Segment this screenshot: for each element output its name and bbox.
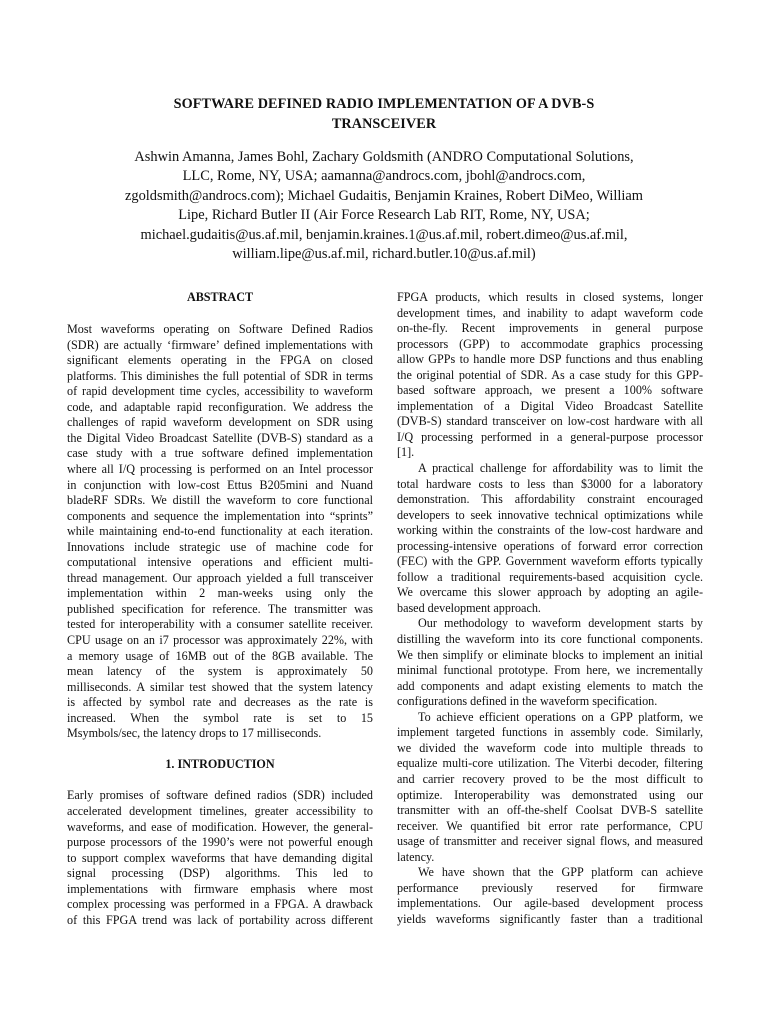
paragraph-line: implement targeted functions in assembly code. Similarly,: [397, 725, 703, 740]
paragraph-line: processing-intensive operations of forward error correction: [397, 538, 703, 553]
abstract-line: of rapid development time cycles, accessibility to waveform: [67, 384, 373, 399]
abstract-line: mean latency of the system is approximately 50: [67, 664, 373, 679]
paragraph-line: (DVB-S) standard transceiver on low-cost hardware with all: [397, 414, 703, 429]
abstract-line: milliseconds. A similar test showed that the system latency: [67, 679, 373, 694]
author-line: Lipe, Richard Butler II (Air Force Research Lab RIT, Rome, NY, USA;: [178, 207, 590, 224]
abstract-body: [67, 322, 373, 742]
intro-line: accelerated development timelines, greater accessibility to: [67, 804, 373, 818]
paragraph-line: I/Q processing performed in a general-purpose processor: [397, 429, 703, 444]
intro-line: complex processing was performed in a FPGA. A drawback: [67, 897, 373, 912]
paragraph: [397, 616, 703, 709]
paragraph-line: configurations defined in the waveform specification.: [397, 694, 658, 709]
paragraph-line: based software approach, we present a 100% software: [397, 383, 703, 398]
intro-line: to support complex waveforms that have demanding digital: [67, 850, 373, 865]
abstract-line: Innovations include strategic use of machine code for: [67, 539, 373, 554]
abstract-line: in conjunction with low-cost Ettus B205mini and Nuand: [67, 477, 373, 492]
paragraph-line: (FEC) with the GPP. Government waveform efforts typically: [397, 554, 703, 569]
paragraph-line: distilling the waveform into its core functional components.: [397, 632, 703, 647]
abstract-line: platforms. This diminishes the full potential of SDR in terms: [67, 368, 373, 383]
abstract-line: significant elements operating in the FPGA on closed: [67, 353, 373, 368]
abstract-line: CPU usage on an i7 processor was approximately 22%, with: [67, 632, 373, 647]
paragraph-line: A practical challenge for affordability was to limit the: [418, 461, 703, 476]
paragraph: [397, 290, 703, 461]
intro-line: Early promises of software defined radios (SDR) included: [67, 788, 373, 803]
paragraph-line: [1].: [397, 445, 415, 460]
abstract-line: is affected by symbol rate and decreases as the rate is: [67, 695, 373, 710]
paragraph: [397, 710, 703, 865]
paragraph-line: usage of transmitter and receiver signal flows, and measured: [397, 834, 703, 849]
intro-line: purpose processors of the 1990’s were not powerful enough: [67, 835, 373, 850]
abstract-line: tested for interoperability with a consumer satellite receiver.: [67, 617, 373, 632]
left-column: [67, 290, 373, 928]
intro-line: waveforms, and ease of modification. However, the general-: [67, 819, 373, 834]
paragraph-line: the original potential of SDR. As a case study for this GPP-: [397, 367, 703, 382]
intro-line: of this FPGA trend was lack of portability across different: [67, 912, 373, 927]
abstract-line: Most waveforms operating on Software Defined Radios: [67, 322, 373, 337]
abstract-line: components and sequence the implementation into “sprints”: [67, 508, 373, 523]
abstract-line: case study with a true software defined implementation: [67, 446, 373, 461]
introduction-heading: 1. INTRODUCTION: [165, 757, 275, 772]
paragraph: [397, 461, 703, 616]
abstract-heading: ABSTRACT: [186, 290, 254, 304]
paragraph-line: Our methodology to waveform development starts by: [418, 616, 703, 631]
paragraph-line: We have shown that the GPP platform can achieve: [418, 865, 703, 880]
paragraph-line: latency.: [397, 849, 435, 864]
author-line: Ashwin Amanna, James Bohl, Zachary Goldsmith (ANDRO Computational Solutions,: [134, 149, 634, 165]
paragraph-line: equalize multi-core utilization. The Viterbi decoder, filtering: [397, 756, 703, 771]
author-line: LLC, Rome, NY, USA; aamanna@androcs.com, jbohl@androcs.com,: [182, 168, 586, 185]
intro-line: implementations with firmware emphasis where most: [67, 881, 373, 896]
paragraph-line: demonstration. This affordability constraint encouraged: [397, 492, 703, 507]
paragraph-line: performance previously reserved for firmware: [397, 880, 703, 895]
paragraph-line: allow GPPs to handle more DSP functions and thus enabling: [397, 352, 703, 367]
abstract-line: bladeRF SDRs. We distill the waveform to core functional: [67, 493, 373, 508]
paragraph-line: We then simplify or eliminate blocks to implement an initial: [397, 647, 703, 662]
abstract-line: where all I/Q processing is performed on an Intel processor: [67, 461, 373, 476]
abstract-line: implementation within 2 man-weeks using only the: [67, 586, 373, 601]
paragraph-line: total hardware costs to less than $3000 for a laboratory: [397, 476, 703, 491]
title-line: TRANSCEIVER: [331, 116, 437, 132]
abstract-line: while maintaining end-to-end functionality at each iteration.: [67, 524, 373, 539]
paragraph-line: processors (GPP) to accommodate graphics processing: [397, 336, 703, 351]
abstract-line: increased. When the symbol rate is set to 15: [67, 710, 373, 725]
paragraph-line: follow a traditional requirements-based acquisition cycle.: [397, 569, 703, 584]
abstract-line: challenges of rapid waveform development on SDR using: [67, 415, 373, 430]
author-line: zgoldsmith@androcs.com); Michael Gudaitis, Benjamin Kraines, Robert DiMeo, William: [125, 187, 643, 204]
abstract-line: Msymbols/sec, the latency drops to 17 milliseconds.: [67, 726, 322, 741]
author-line: michael.gudaitis@us.af.mil, benjamin.kraines.1@us.af.mil, robert.dimeo@us.af.mil,: [140, 226, 628, 243]
paragraph-line: developers to seek innovative technical optimizations while: [397, 507, 703, 522]
paragraph-line: on-the-fly. Recent improvements in general purpose: [397, 321, 703, 336]
paragraph-line: FPGA products, which results in closed systems, longer: [397, 290, 703, 304]
paragraph-line: transmitter with an off-the-shelf Coolsat DVB-S satellite: [397, 803, 703, 818]
introduction-body: [67, 788, 373, 928]
paragraph-line: receiver. We quantified bit error rate performance, CPU: [397, 818, 703, 833]
paragraph-line: implementation of a Digital Video Broadcast Satellite: [397, 398, 703, 413]
abstract-line: code, and adaptable rapid reconfiguration. We address the: [67, 399, 373, 414]
paper-title: [60, 94, 708, 134]
author-block: [60, 148, 708, 264]
abstract-line: published specification for reference. The transmitter was: [67, 601, 373, 616]
title-line: SOFTWARE DEFINED RADIO IMPLEMENTATION OF A DVB-S: [173, 96, 595, 112]
paragraph-line: minimal functional prototype. From here, we incrementally: [397, 663, 703, 678]
paragraph: [397, 865, 703, 927]
paragraph-line: yields waveforms significantly faster than a traditional: [397, 911, 703, 926]
abstract-line: the Digital Video Broadcast Satellite (DVB-S) standard as a: [67, 430, 373, 445]
abstract-line: thread management. Our approach yielded a full transceiver: [67, 570, 373, 585]
paragraph-line: working within the constraints of the low-cost hardware and: [397, 523, 703, 538]
paragraph-line: implementations. Our agile-based development process: [397, 896, 703, 911]
paragraph-line: based development approach.: [397, 600, 541, 615]
paragraph-line: add components and adapt existing elements to match the: [397, 678, 703, 693]
intro-line: signal processing (DSP) algorithms. This led to: [67, 866, 373, 881]
abstract-line: (SDR) are actually ‘firmware’ defined implementations with: [67, 337, 373, 352]
abstract-line: computational intensive operations and efficient multi-: [67, 555, 373, 570]
paragraph-line: and carrier recovery proved to be the most difficult to: [397, 771, 703, 786]
paragraph-line: development times, and inability to adapt waveform code: [397, 305, 703, 320]
abstract-line: a memory usage of 16MB out of the 8GB available. The: [67, 648, 373, 663]
paragraph-line: We overcame this slower approach by adopting an agile-: [397, 585, 703, 600]
paragraph-line: To achieve efficient operations on a GPP platform, we: [418, 709, 703, 724]
paragraph-line: optimize. Interoperability was demonstrated using our: [397, 787, 703, 802]
paragraph-line: we divided the waveform code into multiple threads to: [397, 740, 703, 755]
right-column: [397, 290, 703, 927]
author-line: william.lipe@us.af.mil, richard.butler.10@us.af.mil): [232, 246, 536, 263]
